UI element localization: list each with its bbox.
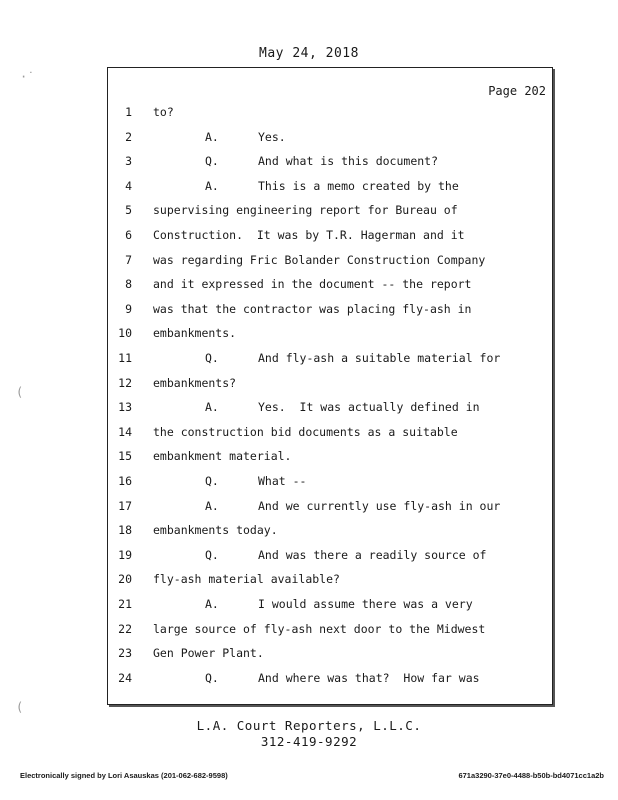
line-text: And what is this document? [258,154,439,169]
line-number: 18 [118,523,132,538]
scan-mark: ·̇ [20,70,28,84]
transcript-line [110,471,530,491]
line-number: 12 [118,375,132,390]
transcript-line [110,397,530,417]
transcript-line [110,422,530,442]
line-number: 22 [118,621,132,636]
transcript-line [110,594,530,614]
line-text: the construction bid documents as a suitable [153,424,458,439]
line-text: to? [153,105,174,119]
transcript-line [110,127,530,147]
transcript-line [110,176,530,196]
line-text: I would assume there was a very [258,597,473,611]
line-text: Gen Power Plant. [153,646,264,661]
line-text: fly-ash material available? [153,572,340,587]
line-number: 15 [118,449,132,464]
transcript-line [110,668,530,688]
line-text: embankments today. [153,523,278,538]
transcript-line [110,323,530,343]
transcript-line [110,274,530,294]
speaker-label: Q. [205,670,219,685]
transcript-line [110,250,530,270]
scan-mark: ( [16,385,24,399]
line-number: 24 [118,670,132,685]
line-text: Yes. It was actually defined in [258,400,480,415]
line-text: Construction. It was by T.R. Hagerman and it [153,228,465,242]
line-text: This is a memo created by the [258,178,459,193]
transcript-line [110,373,530,393]
line-number: 13 [118,400,132,415]
line-text: And was there a readily source of [258,547,487,562]
line-text: And where was that? How far was [258,670,480,685]
line-number: 2 [125,129,132,144]
reporter-company: L.A. Court Reporters, L.L.C. [196,718,422,733]
electronic-signature: Electronically signed by Lori Asauskas (201-062-682-9598) [20,771,228,780]
speaker-label: Q. [205,351,219,365]
line-text: And fly-ash a suitable material for [258,351,501,365]
speaker-label: Q. [205,547,219,562]
speaker-label: A. [205,597,219,611]
speaker-label: A. [205,400,219,415]
line-number: 19 [118,547,132,562]
reporter-phone: 312-419-9292 [260,734,358,749]
line-number: 1 [125,105,132,119]
line-text: was that the contractor was placing fly-ash in [153,301,472,316]
line-number: 6 [125,228,132,242]
speaker-label: Q. [205,154,219,169]
transcript-date: May 24, 2018 [259,46,359,61]
transcript-line [110,151,530,171]
line-text: What -- [258,474,307,488]
line-text: large source of fly-ash next door to the Midwest [153,621,486,636]
line-text: embankments. [153,326,237,341]
line-number: 3 [125,154,132,169]
transcript-line [110,348,530,368]
line-number: 10 [118,326,132,341]
speaker-label: A. [205,498,219,513]
line-text: supervising engineering report for Bureau of [153,203,458,218]
line-text: was regarding Fric Bolander Construction Company [153,252,486,267]
speaker-label: A. [205,178,219,193]
line-number: 16 [118,474,132,488]
transcript-line [110,619,530,639]
transcript-line [110,520,530,540]
line-text: and it expressed in the document -- the report [153,277,472,292]
line-number: 8 [125,277,132,292]
speaker-label: A. [205,129,219,144]
page-number: Page 202 [488,84,546,98]
document-id: 671a3290-37e0-4488-b50b-bd4071cc1a2b [458,771,604,780]
transcript-line [110,545,530,565]
line-number: 7 [125,252,132,267]
line-number: 14 [118,424,132,439]
line-text: And we currently use fly-ash in our [258,498,501,513]
transcript-line [110,446,530,466]
line-text: embankments? [153,375,237,390]
line-text: Yes. [258,129,286,144]
scan-mark: ( [16,700,24,714]
line-number: 4 [125,178,132,193]
transcript-line [110,299,530,319]
line-text: embankment material. [153,449,292,464]
transcript-line [110,200,530,220]
transcript-line [110,225,530,245]
speaker-label: Q. [205,474,219,488]
line-number: 21 [118,597,132,611]
line-number: 20 [118,572,132,587]
transcript-line [110,102,530,122]
line-number: 23 [118,646,132,661]
transcript-line [110,496,530,516]
line-number: 17 [118,498,132,513]
line-number: 5 [125,203,132,218]
transcript-line [110,643,530,663]
line-number: 11 [118,351,132,365]
transcript-line [110,569,530,589]
line-number: 9 [125,301,132,316]
